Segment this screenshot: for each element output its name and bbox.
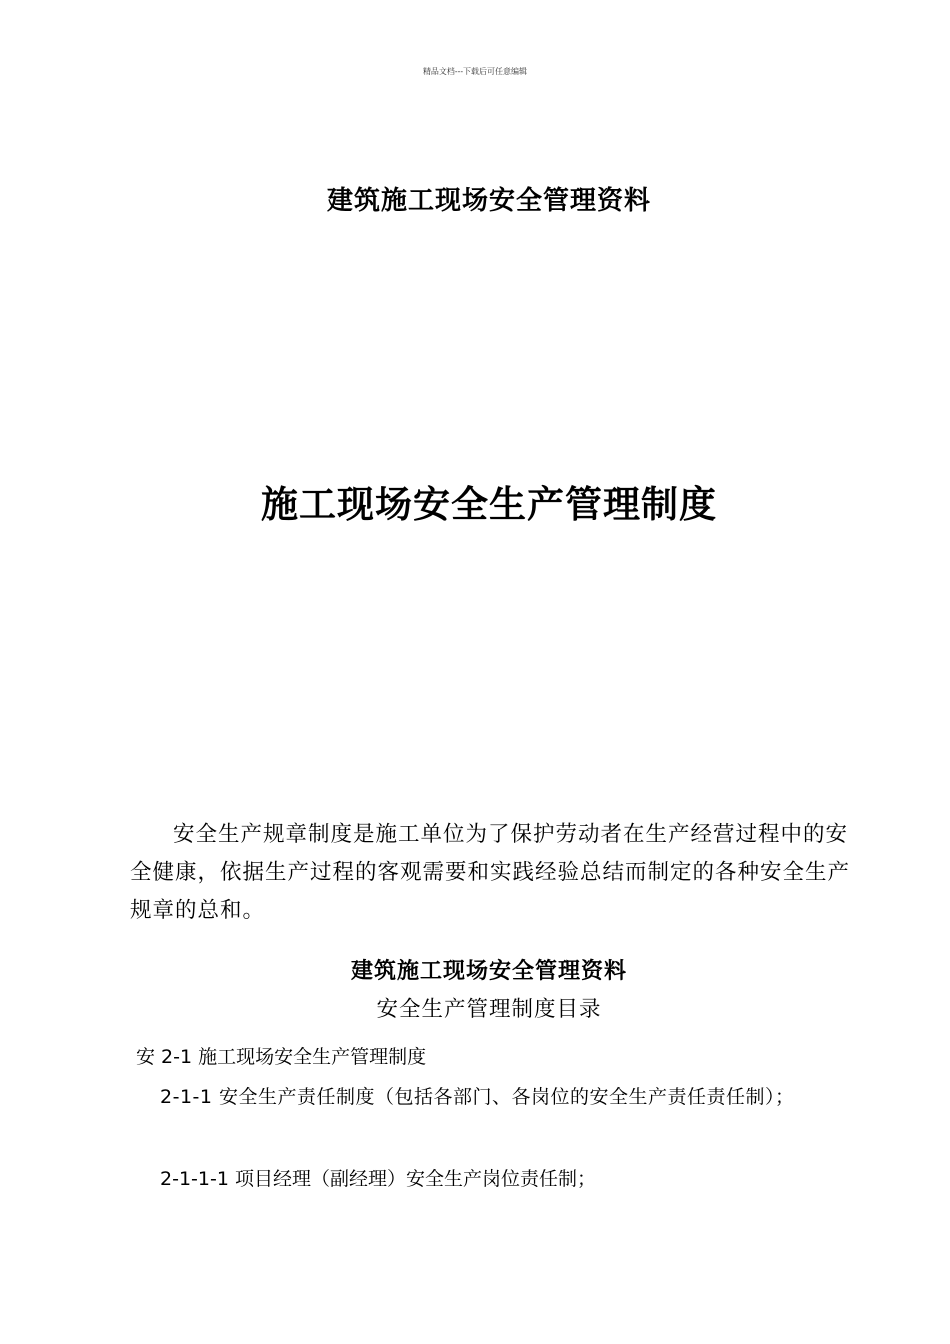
toc-heading: 建筑施工现场安全管理资料 [350,959,627,984]
main-title: 施工现场安全生产管理制度 [261,483,717,526]
document-title: 建筑施工现场安全管理资料 [326,186,651,216]
toc-subheading: 安全生产管理制度目录 [376,997,602,1022]
intro-paragraph: 安全生产规章制度是施工单位为了保护劳动者在生产经营过程中的安全健康，依据生产过程的客观需要和实践经验总结而制定的各种安全生产规章的总和。 [130,822,851,923]
toc-item: 安 2-1 施工现场安全生产管理制度 [136,1046,427,1068]
watermark-header: 精品文档---下载后可任意编辑 [422,67,528,76]
toc-item: 2-1-1 安全生产责任制度（包括各部门、各岗位的安全生产责任责任制）； [160,1086,795,1108]
toc-item: 2-1-1-1 项目经理（副经理）安全生产岗位责任制； [160,1168,596,1190]
